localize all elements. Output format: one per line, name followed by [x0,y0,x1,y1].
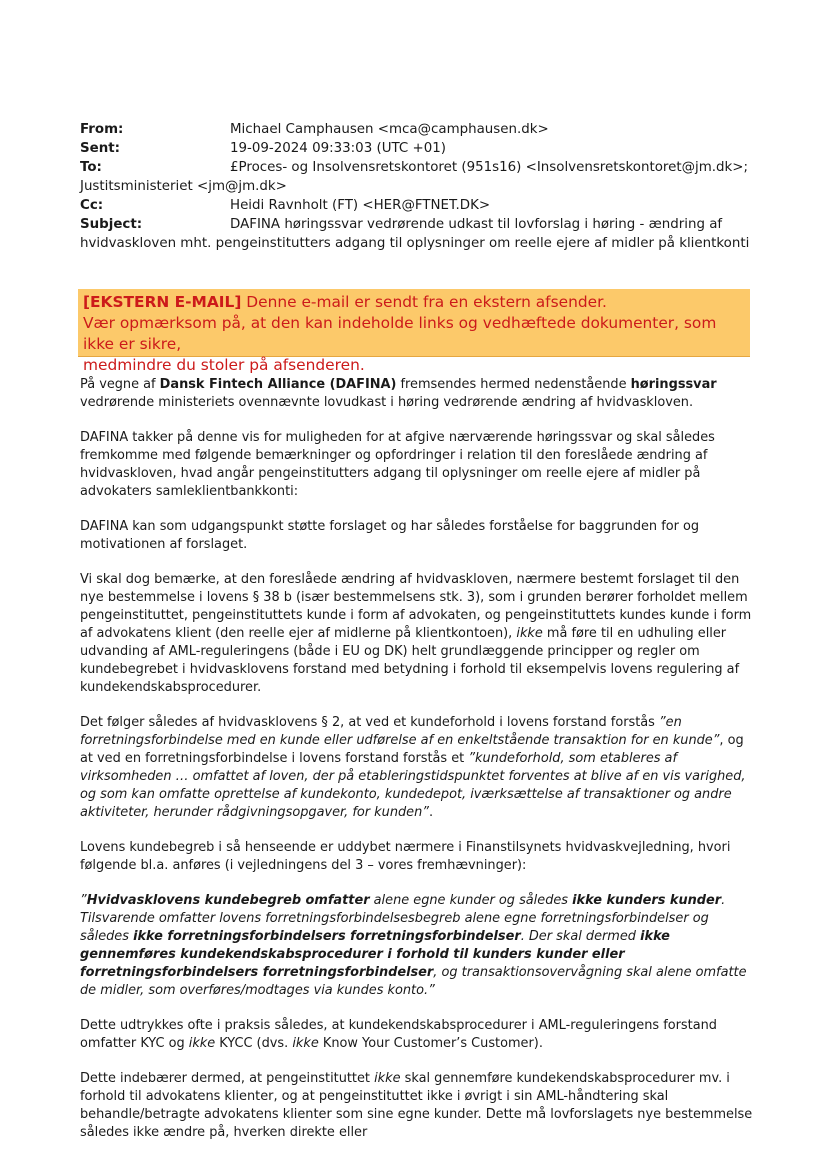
text: fremsendes hermed nedenstående [396,377,631,392]
subject-value-line2: hvidvaskloven mht. pengeinstitutters adgang til oplysninger om reelle ejere af midler på klientkonti [80,236,750,251]
text: , og at ved en forretningsforbindelse i lovens forstand forstås et [80,733,744,766]
italic-text: ikke [516,626,543,641]
italic-quote: ”kundeforhold, som etableres af virksomheden … omfattet af loven, der på etableringstidspunktet forventes at blive af en vis varighed, og som kan omfatte oprettelse af kundekonto, kundedepot, iværksættelse af transaktioner og andre aktiviteter, herunder rådgivningsopgaver, for kunden” [80,751,746,820]
italic-text: ikke [374,1071,401,1086]
text: . Der skal dermed [520,929,641,944]
paragraph-7-quote [80,892,755,1000]
banner-line-3: medmindre du stoler på afsenderen. [83,356,365,374]
org-name: Dansk Fintech Alliance (DAFINA) [159,377,397,392]
bold-text: ikke forretningsforbindelsers forretningsforbindelser [133,929,521,944]
banner-line-2: Vær opmærksom på, at den kan indeholde links og vedhæftede dokumenter, som ikke er sikre, [83,314,717,353]
italic-text: ikke [292,1036,319,1051]
text: må føre til en udhuling eller udvanding af AML-reguleringens (både i EU og DK) helt grundlæggende principper og regler om kundebegrebet i hvidvasklovens forstand med betydning i forhold til eksempelvis lovens regulering af kundekendskabsprocedurer. [80,626,740,695]
bold-text: ikke kunders kunder [572,893,722,908]
text: Know Your Customer’s Customer). [318,1036,543,1051]
text: KYCC (dvs. [215,1036,293,1051]
italic-quote: ”en forretningsforbindelse med en kunde eller udførelse af en enkeltstående transaktion for en kunde” [80,715,720,748]
sent-value: 19-09-2024 09:33:03 (UTC +01) [230,141,446,156]
banner-line-1 [83,292,750,313]
external-email-banner [78,289,750,374]
text: alene egne kunder og således [369,893,573,908]
text: Dette udtrykkes ofte i praksis således, at kundekendskabsprocedurer i AML-reguleringens forstand omfatter KYC og [80,1018,717,1051]
to-value-line2: Justitsministeriet <jm@jm.dk> [80,179,287,194]
text: Vi skal dog bemærke, at den foreslåede ændring af hvidvaskloven, nærmere bestemt forslaget til den nye bestemmelse i lovens § 38 b (især bestemmelsens stk. 3), som i grunden berører forholdet mellem pengeinstituttet, pengeinstituttets kunde i form af advokaten, og pengeinstituttets kundes kunde i form af advokatens klient (den reelle ejer af midlerne på klientkontoen), [80,572,752,641]
italic-text: ikke [188,1036,216,1051]
subject-value-line1: DAFINA høringssvar vedrørende udkast til lovforslag i høring - ændring af [230,217,723,232]
paragraph-6: Lovens kundebegreb i så henseende er uddybet nærmere i Finanstilsynets hvidvaskvejledning, hvori følgende bl.a. anføres (i vejledningens del 3 – vores fremhævninger): [80,840,731,873]
text: . Tilsvarende omfatter lovens forretningsforbindelsesbegreb alene egne forretningsforbindelser og således [80,893,726,944]
text: På vegne af [80,377,160,392]
banner-line1-text: Denne e-mail er sendt fra en ekstern afsender. [241,293,607,311]
email-header [80,120,770,250]
bold-text: ikke gennemføres kundekendskabsprocedurer i forhold til kunders kunder eller forretningsforbindelsers forretningsforbindelser [80,929,670,980]
paragraph-9 [80,1070,755,1142]
paragraph-1 [80,376,755,412]
email-body [80,376,755,1159]
bold-text: høringssvar [630,377,717,392]
to-label: To: [80,160,102,175]
subject-label: Subject: [80,217,143,232]
text: . [428,805,434,820]
paragraph-8 [80,1017,755,1053]
paragraph-2: DAFINA takker på denne vis for muligheden for at afgive nærværende høringssvar og skal således fremkomme med følgende bemærkninger og opfordringer i relation til den foreslåede ændring af hvidvaskloven, hvad angår pengeinstitutters adgang til oplysninger om reelle ejere af midler på advokaters samleklientbankkonti: [80,430,715,499]
from-label: From: [80,122,124,137]
from-value: Michael Camphausen <mca@camphausen.dk> [230,122,549,137]
bold-text: Hvidvasklovens kundebegreb omfatter [86,893,370,908]
external-tag: [EKSTERN E-MAIL] [83,293,242,311]
text: Det følger således af hvidvasklovens § 2, at ved et kundeforhold i lovens forstand forstås [80,715,659,730]
text: , og transaktionsovervågning skal alene omfatte de midler, som overføres/modtages via kundes konto.” [80,965,747,998]
text: skal gennemføre kundekendskabsprocedurer mv. i forhold til advokatens klienter, og at pengeinstituttet ikke i øvrigt i sin AML-håndtering skal behandle/betragte advokatens klienter som sine egne kunder. Dette må lovforslagets nye bestemmelse således ikke ændre på, hverken direkte eller [80,1071,753,1140]
text: Dette indebærer dermed, at pengeinstituttet [80,1071,375,1086]
text: vedrørende ministeriets ovennævnte lovudkast i høring vedrørende ændring af hvidvaskloven. [80,395,694,410]
paragraph-5 [80,714,755,822]
to-value-line1: £Proces- og Insolvensretskontoret (951s16) <Insolvensretskontoret@jm.dk>; [230,160,748,175]
cc-value: Heidi Ravnholt (FT) <HER@FTNET.DK> [230,198,491,213]
text: ” [80,893,87,908]
paragraph-3: DAFINA kan som udgangspunkt støtte forslaget og har således forståelse for baggrunden for og motivationen af forslaget. [80,519,700,552]
paragraph-4 [80,571,755,697]
cc-label: Cc: [80,198,104,213]
sent-label: Sent: [80,141,121,156]
